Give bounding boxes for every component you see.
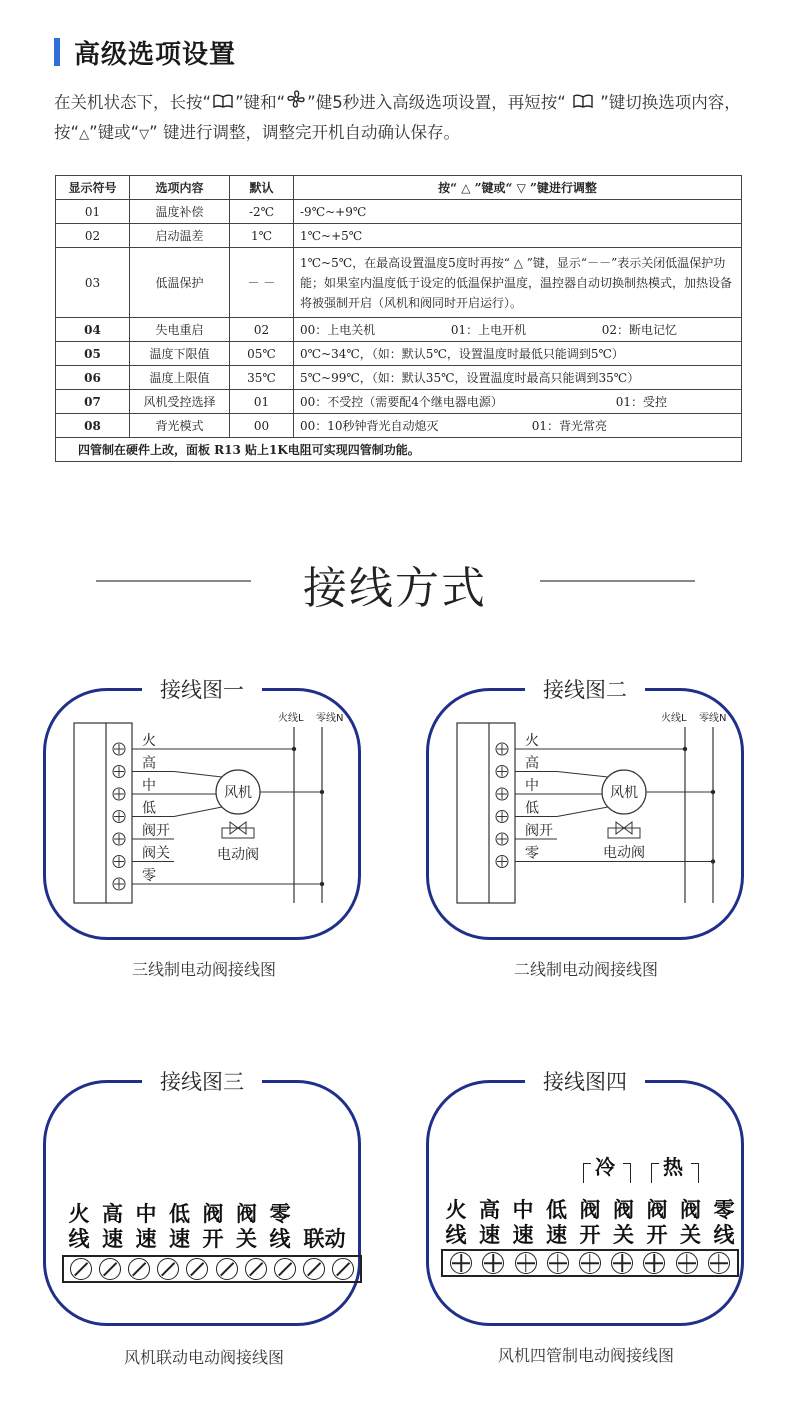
terminal-label: 低 bbox=[142, 800, 156, 817]
terminal-screw bbox=[515, 1252, 537, 1274]
terminal-screw bbox=[332, 1258, 354, 1280]
cell-code: 04 bbox=[56, 318, 130, 342]
terminal-screw bbox=[611, 1252, 633, 1274]
cell-default: 1℃ bbox=[230, 224, 294, 248]
valve-label: 电动阀 bbox=[217, 847, 259, 863]
terminal-column-label: 中 速 bbox=[135, 1201, 157, 1251]
cell-adjust: 1℃~+5℃ bbox=[294, 224, 742, 248]
terminal-column-label: 低 速 bbox=[546, 1197, 567, 1247]
intro-text-4: ”键切换选项内容，按“ bbox=[54, 93, 741, 142]
cell-item: 温度上限值 bbox=[130, 366, 230, 390]
table-row bbox=[56, 200, 742, 224]
header-code: 显示符号 bbox=[56, 176, 130, 200]
diagram-caption: 风机四管制电动阀接线图 bbox=[497, 1346, 674, 1365]
options-table bbox=[55, 175, 742, 462]
cell-default: 02 bbox=[230, 318, 294, 342]
diagram-title-text: 接线图三 bbox=[142, 1070, 262, 1094]
diagram-caption: 三线制电动阀接线图 bbox=[131, 960, 276, 979]
terminal-column-label: 零 线 bbox=[713, 1197, 735, 1247]
cell-adjust: 5℃~99℃，（如：默认35℃，设置温度时最高只能调到35℃） bbox=[294, 366, 742, 390]
terminal-screw bbox=[128, 1258, 150, 1280]
cell-code: 01 bbox=[56, 200, 130, 224]
terminal-screw bbox=[547, 1252, 569, 1274]
book-icon bbox=[573, 88, 593, 118]
terminal-screw bbox=[496, 766, 508, 778]
terminal-label: 火 bbox=[525, 733, 539, 749]
cell-adjust bbox=[294, 414, 742, 438]
cell-item: 温度补偿 bbox=[130, 200, 230, 224]
terminal-screw bbox=[157, 1258, 179, 1280]
intro-text-6: ” 键进行调整，调整完开机自动确认保存。 bbox=[149, 123, 460, 142]
adjust-option: 00：10秒钟背光自动熄灭 bbox=[300, 419, 439, 433]
terminal-label: 中 bbox=[142, 778, 156, 794]
terminal-screw bbox=[70, 1258, 92, 1280]
terminal-screw bbox=[113, 878, 125, 890]
terminal-screw bbox=[113, 833, 125, 845]
wiring-diagram-2 bbox=[426, 678, 744, 940]
wiring-diagram-3 bbox=[43, 1070, 361, 1326]
terminal-column-label: 火 线 bbox=[445, 1197, 467, 1247]
terminal-screw bbox=[113, 766, 125, 778]
terminal-label: 阀开 bbox=[142, 823, 170, 839]
terminal-screw bbox=[113, 856, 125, 868]
cell-code: 03 bbox=[56, 248, 130, 318]
up-triangle-icon: △ bbox=[79, 127, 90, 142]
terminal-column-label: 阀 开 bbox=[202, 1201, 224, 1251]
intro-text-3: ”健5秒进入高级选项设置，再短按“ bbox=[307, 93, 572, 112]
diagram-title-text: 接线图一 bbox=[142, 678, 262, 702]
terminal-screw bbox=[482, 1252, 504, 1274]
diagram-title-text: 接线图二 bbox=[525, 678, 645, 702]
header-adjust: 按“ △ ”键或“ ▽ ”键进行调整 bbox=[294, 176, 742, 200]
terminal-screw bbox=[274, 1258, 296, 1280]
hot-label: 热 bbox=[663, 1155, 683, 1179]
terminal-screw bbox=[496, 811, 508, 823]
terminal-screw bbox=[496, 788, 508, 800]
cell-code: 06 bbox=[56, 366, 130, 390]
live-wire-label: 火线L bbox=[278, 713, 304, 724]
terminal-label: 零 bbox=[142, 868, 156, 884]
cell-default: 01 bbox=[230, 390, 294, 414]
heading-divider-right bbox=[540, 580, 695, 582]
cell-adjust bbox=[294, 318, 742, 342]
terminal-column-label: 高 速 bbox=[479, 1197, 500, 1247]
intro-text-1: 在关机状态下，长按“ bbox=[54, 93, 212, 112]
table-row bbox=[56, 248, 742, 318]
terminal-screw bbox=[113, 811, 125, 823]
table-row bbox=[56, 414, 742, 438]
adjust-option: 01：背光常亮 bbox=[531, 419, 607, 433]
table-note: 四管制在硬件上改，面板 R13 贴上1K电阻可实现四管制功能。 bbox=[56, 438, 742, 462]
adjust-option: 01：受控 bbox=[615, 395, 667, 409]
table-row bbox=[56, 366, 742, 390]
terminal-column-label: 阀 关 bbox=[613, 1197, 634, 1247]
cell-item: 失电重启 bbox=[130, 318, 230, 342]
terminal-screw bbox=[676, 1252, 698, 1274]
terminal-label: 阀关 bbox=[142, 845, 170, 862]
terminal-column-label: 中 速 bbox=[512, 1197, 534, 1247]
terminal-screw bbox=[643, 1252, 665, 1274]
cell-default: － － bbox=[230, 248, 294, 318]
table-row bbox=[56, 224, 742, 248]
wiring-diagram-1 bbox=[43, 678, 361, 940]
adjust-option: 00：上电关机 bbox=[300, 323, 376, 337]
wiring-schematic-2 bbox=[429, 691, 747, 943]
terminal-label: 高 bbox=[142, 755, 156, 772]
terminal-screw bbox=[496, 856, 508, 868]
cell-code: 07 bbox=[56, 390, 130, 414]
cell-default: -2℃ bbox=[230, 200, 294, 224]
diagram-title-text: 接线图四 bbox=[525, 1070, 645, 1094]
terminal-block-4 bbox=[441, 1249, 739, 1277]
terminal-column-label: 火 线 bbox=[68, 1201, 90, 1251]
cell-adjust bbox=[294, 390, 742, 414]
section-heading bbox=[54, 36, 236, 68]
intro-text-5: ”键或“ bbox=[89, 123, 140, 142]
cell-code: 05 bbox=[56, 342, 130, 366]
terminal-screw bbox=[496, 743, 508, 755]
terminal-screw bbox=[303, 1258, 325, 1280]
diagram-caption: 二线制电动阀接线图 bbox=[513, 960, 658, 979]
table-row bbox=[56, 318, 742, 342]
hot-bracket-right bbox=[691, 1163, 699, 1183]
cell-adjust: 0℃~34℃，（如：默认5℃，设置温度时最低只能调到5℃） bbox=[294, 342, 742, 366]
cell-adjust: 1℃~5℃，在最高设置温度5度时再按“ △ ”键，显示“－－”表示关闭低温保护功能；如果室内温度低于设定的低温保护温度，温控器自动切换制热模式，加热设备将被强制开启（风机和阀同时开启运行）。 bbox=[294, 248, 742, 318]
terminal-screw bbox=[579, 1252, 601, 1274]
terminal-screw bbox=[186, 1258, 208, 1280]
terminal-label: 阀开 bbox=[525, 823, 553, 839]
fan-label: 风机 bbox=[224, 785, 252, 801]
book-icon bbox=[213, 88, 233, 118]
table-header-row bbox=[56, 176, 742, 200]
terminal-label: 中 bbox=[525, 778, 539, 794]
header-default: 默认 bbox=[230, 176, 294, 200]
terminal-screw bbox=[245, 1258, 267, 1280]
diagram-caption: 风机联动电动阀接线图 bbox=[123, 1348, 284, 1367]
terminal-column-label: 低 速 bbox=[169, 1201, 190, 1251]
neutral-wire-label: 零线N bbox=[316, 713, 344, 724]
terminal-screw bbox=[99, 1258, 121, 1280]
diagram-title bbox=[46, 1066, 358, 1096]
cold-label: 冷 bbox=[595, 1155, 615, 1179]
terminal-screw bbox=[216, 1258, 238, 1280]
terminal-screw bbox=[113, 743, 125, 755]
table-row bbox=[56, 342, 742, 366]
cell-item: 启动温差 bbox=[130, 224, 230, 248]
cell-code: 02 bbox=[56, 224, 130, 248]
fan-icon bbox=[287, 88, 305, 118]
terminal-block-3 bbox=[62, 1255, 362, 1283]
intro-paragraph bbox=[54, 88, 744, 150]
section-title: 高级选项设置 bbox=[74, 39, 237, 70]
wiring-diagram-4 bbox=[426, 1070, 744, 1326]
neutral-wire-label: 零线N bbox=[699, 713, 727, 724]
terminal-label: 火 bbox=[142, 733, 156, 749]
wiring-schematic-1 bbox=[46, 691, 364, 943]
down-triangle-icon: ▽ bbox=[139, 127, 150, 142]
terminal-column-label: 阀 开 bbox=[646, 1197, 668, 1247]
valve-label: 电动阀 bbox=[603, 845, 645, 861]
terminal-screw bbox=[496, 833, 508, 845]
cell-item: 背光模式 bbox=[130, 414, 230, 438]
cell-item: 风机受控选择 bbox=[130, 390, 230, 414]
terminal-column-label: 高 速 bbox=[102, 1201, 123, 1251]
cell-adjust: -9℃~+9℃ bbox=[294, 200, 742, 224]
wiring-title: 接线方式 bbox=[303, 563, 487, 614]
live-wire-label: 火线L bbox=[661, 713, 687, 724]
terminal-screw bbox=[450, 1252, 472, 1274]
cell-default: 00 bbox=[230, 414, 294, 438]
terminal-column-label: 零 线 bbox=[269, 1201, 291, 1251]
header-item: 选项内容 bbox=[130, 176, 230, 200]
adjust-option: 00：不受控（需要配4个继电器电源） bbox=[300, 395, 503, 409]
cell-default: 35℃ bbox=[230, 366, 294, 390]
terminal-screw bbox=[113, 788, 125, 800]
terminal-label: 零 bbox=[525, 845, 539, 862]
adjust-option: 01：上电开机 bbox=[450, 323, 527, 337]
table-note-row bbox=[56, 438, 742, 462]
terminal-column-label: 联动 bbox=[303, 1226, 346, 1251]
hot-bracket-left bbox=[651, 1163, 659, 1183]
terminal-label: 低 bbox=[525, 800, 539, 817]
wiring-heading bbox=[0, 552, 790, 612]
terminal-column-label: 阀 关 bbox=[680, 1197, 701, 1247]
cold-bracket-right bbox=[623, 1163, 631, 1183]
cell-default: 05℃ bbox=[230, 342, 294, 366]
cell-item: 低温保护 bbox=[130, 248, 230, 318]
cell-code: 08 bbox=[56, 414, 130, 438]
fan-label: 风机 bbox=[610, 785, 638, 801]
terminal-label: 高 bbox=[525, 755, 539, 772]
heading-accent-bar bbox=[54, 38, 60, 66]
diagram-title bbox=[429, 1066, 741, 1096]
terminal-column-label: 阀 开 bbox=[579, 1197, 601, 1247]
cell-item: 温度下限值 bbox=[130, 342, 230, 366]
terminal-screw bbox=[708, 1252, 730, 1274]
adjust-option: 02：断电记忆 bbox=[601, 323, 677, 337]
cold-bracket-left bbox=[583, 1163, 591, 1183]
table-row bbox=[56, 390, 742, 414]
terminal-column-label: 阀 关 bbox=[236, 1201, 257, 1251]
intro-text-2: ”键和“ bbox=[235, 93, 286, 112]
